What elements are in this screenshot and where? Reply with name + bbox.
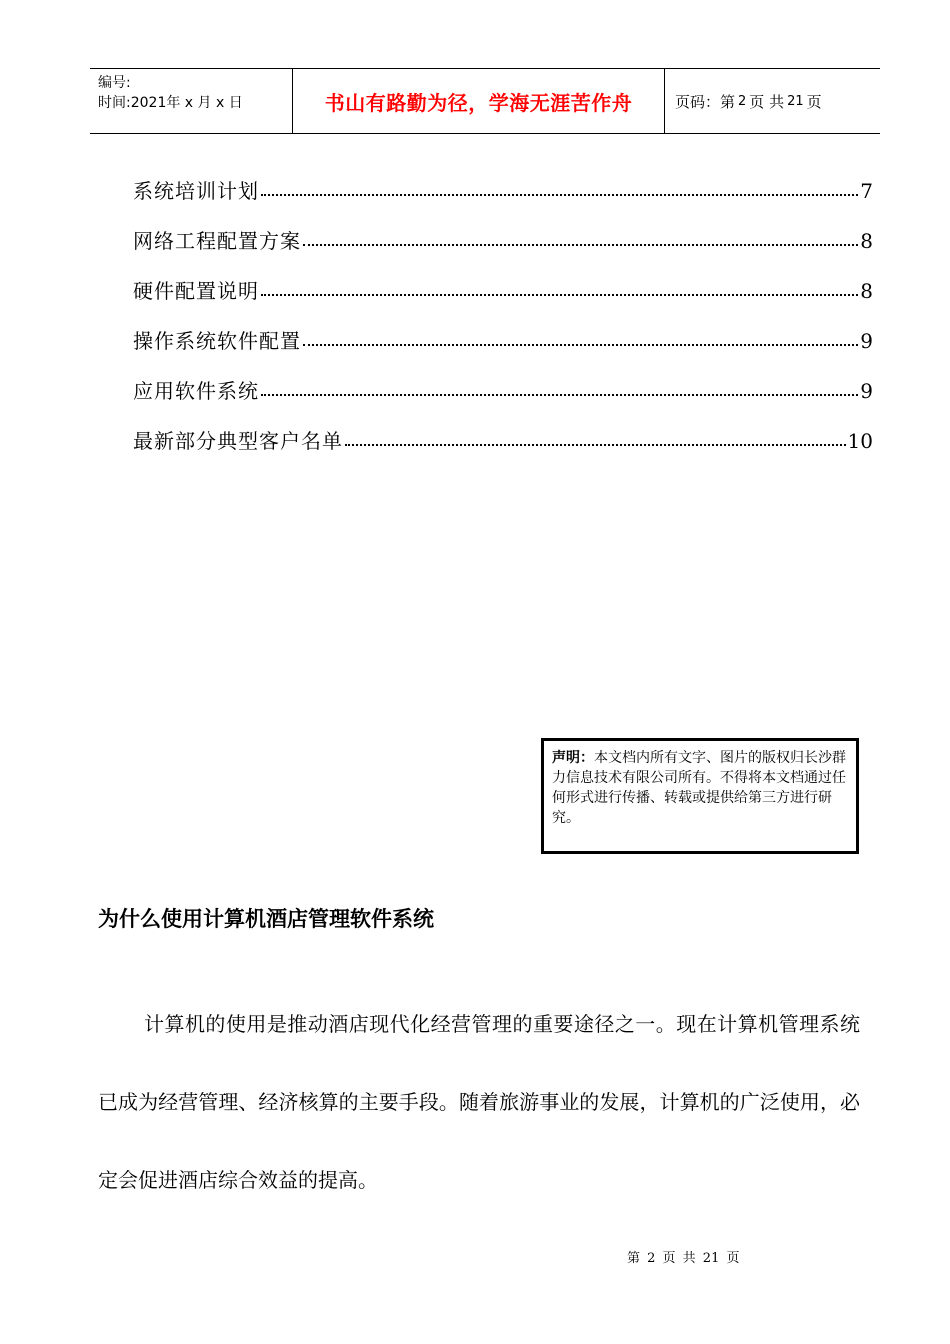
toc-leader <box>303 328 858 346</box>
toc-entry[interactable] <box>133 425 873 475</box>
toc-leader <box>303 228 858 246</box>
toc-leader <box>261 378 858 396</box>
body-paragraph: 计算机的使用是推动酒店现代化经营管理的重要途径之一。现在计算机管理系统已成为经营管理、经济核算的主要手段。随着旅游事业的发展，计算机的广泛使用，必定会促进酒店综合效益的提高。 <box>98 1012 860 1192</box>
toc-entry-page: 10 <box>847 429 873 453</box>
doc-number-label: 编号: <box>98 75 131 91</box>
toc-entry[interactable] <box>133 375 873 425</box>
toc-entry-page: 7 <box>860 179 873 203</box>
doc-time: 时间:2021年 x 月 x 日 <box>98 95 243 111</box>
toc-entry[interactable] <box>133 325 873 375</box>
toc-leader <box>345 428 846 446</box>
toc-entry-label: 系统培训计划 <box>133 179 259 203</box>
toc-entry-label: 操作系统软件配置 <box>133 329 301 353</box>
toc-entry-page: 9 <box>860 329 873 353</box>
header-motto: 书山有路勤为径，学海无涯苦作舟 <box>292 69 665 133</box>
toc-leader <box>261 178 858 196</box>
header-page-info: 页码：第 2 页 共 21 页 <box>675 92 822 111</box>
toc-entry-page: 8 <box>860 229 873 253</box>
toc-leader <box>261 278 858 296</box>
page-footer: 第 2 页 共 21 页 <box>627 1251 740 1266</box>
page-header <box>90 68 880 134</box>
toc-entry[interactable] <box>133 275 873 325</box>
toc-entry-label: 最新部分典型客户名单 <box>133 429 343 453</box>
section-heading: 为什么使用计算机酒店管理软件系统 <box>98 907 434 931</box>
toc-entry[interactable] <box>133 175 873 225</box>
toc-entry-label: 应用软件系统 <box>133 379 259 403</box>
notice-title: 声明： <box>552 750 594 766</box>
table-of-contents <box>133 175 873 475</box>
toc-entry[interactable] <box>133 225 873 275</box>
copyright-notice <box>541 738 859 854</box>
toc-entry-label: 硬件配置说明 <box>133 279 259 303</box>
notice-text: 本文档内所有文字、图片的版权归长沙群力信息技术有限公司所有。不得将本文档通过任何形式进行传播、转载或提供给第三方进行研究。 <box>552 750 846 826</box>
header-meta <box>90 69 292 133</box>
toc-entry-page: 9 <box>860 379 873 403</box>
toc-entry-label: 网络工程配置方案 <box>133 229 301 253</box>
toc-entry-page: 8 <box>860 279 873 303</box>
